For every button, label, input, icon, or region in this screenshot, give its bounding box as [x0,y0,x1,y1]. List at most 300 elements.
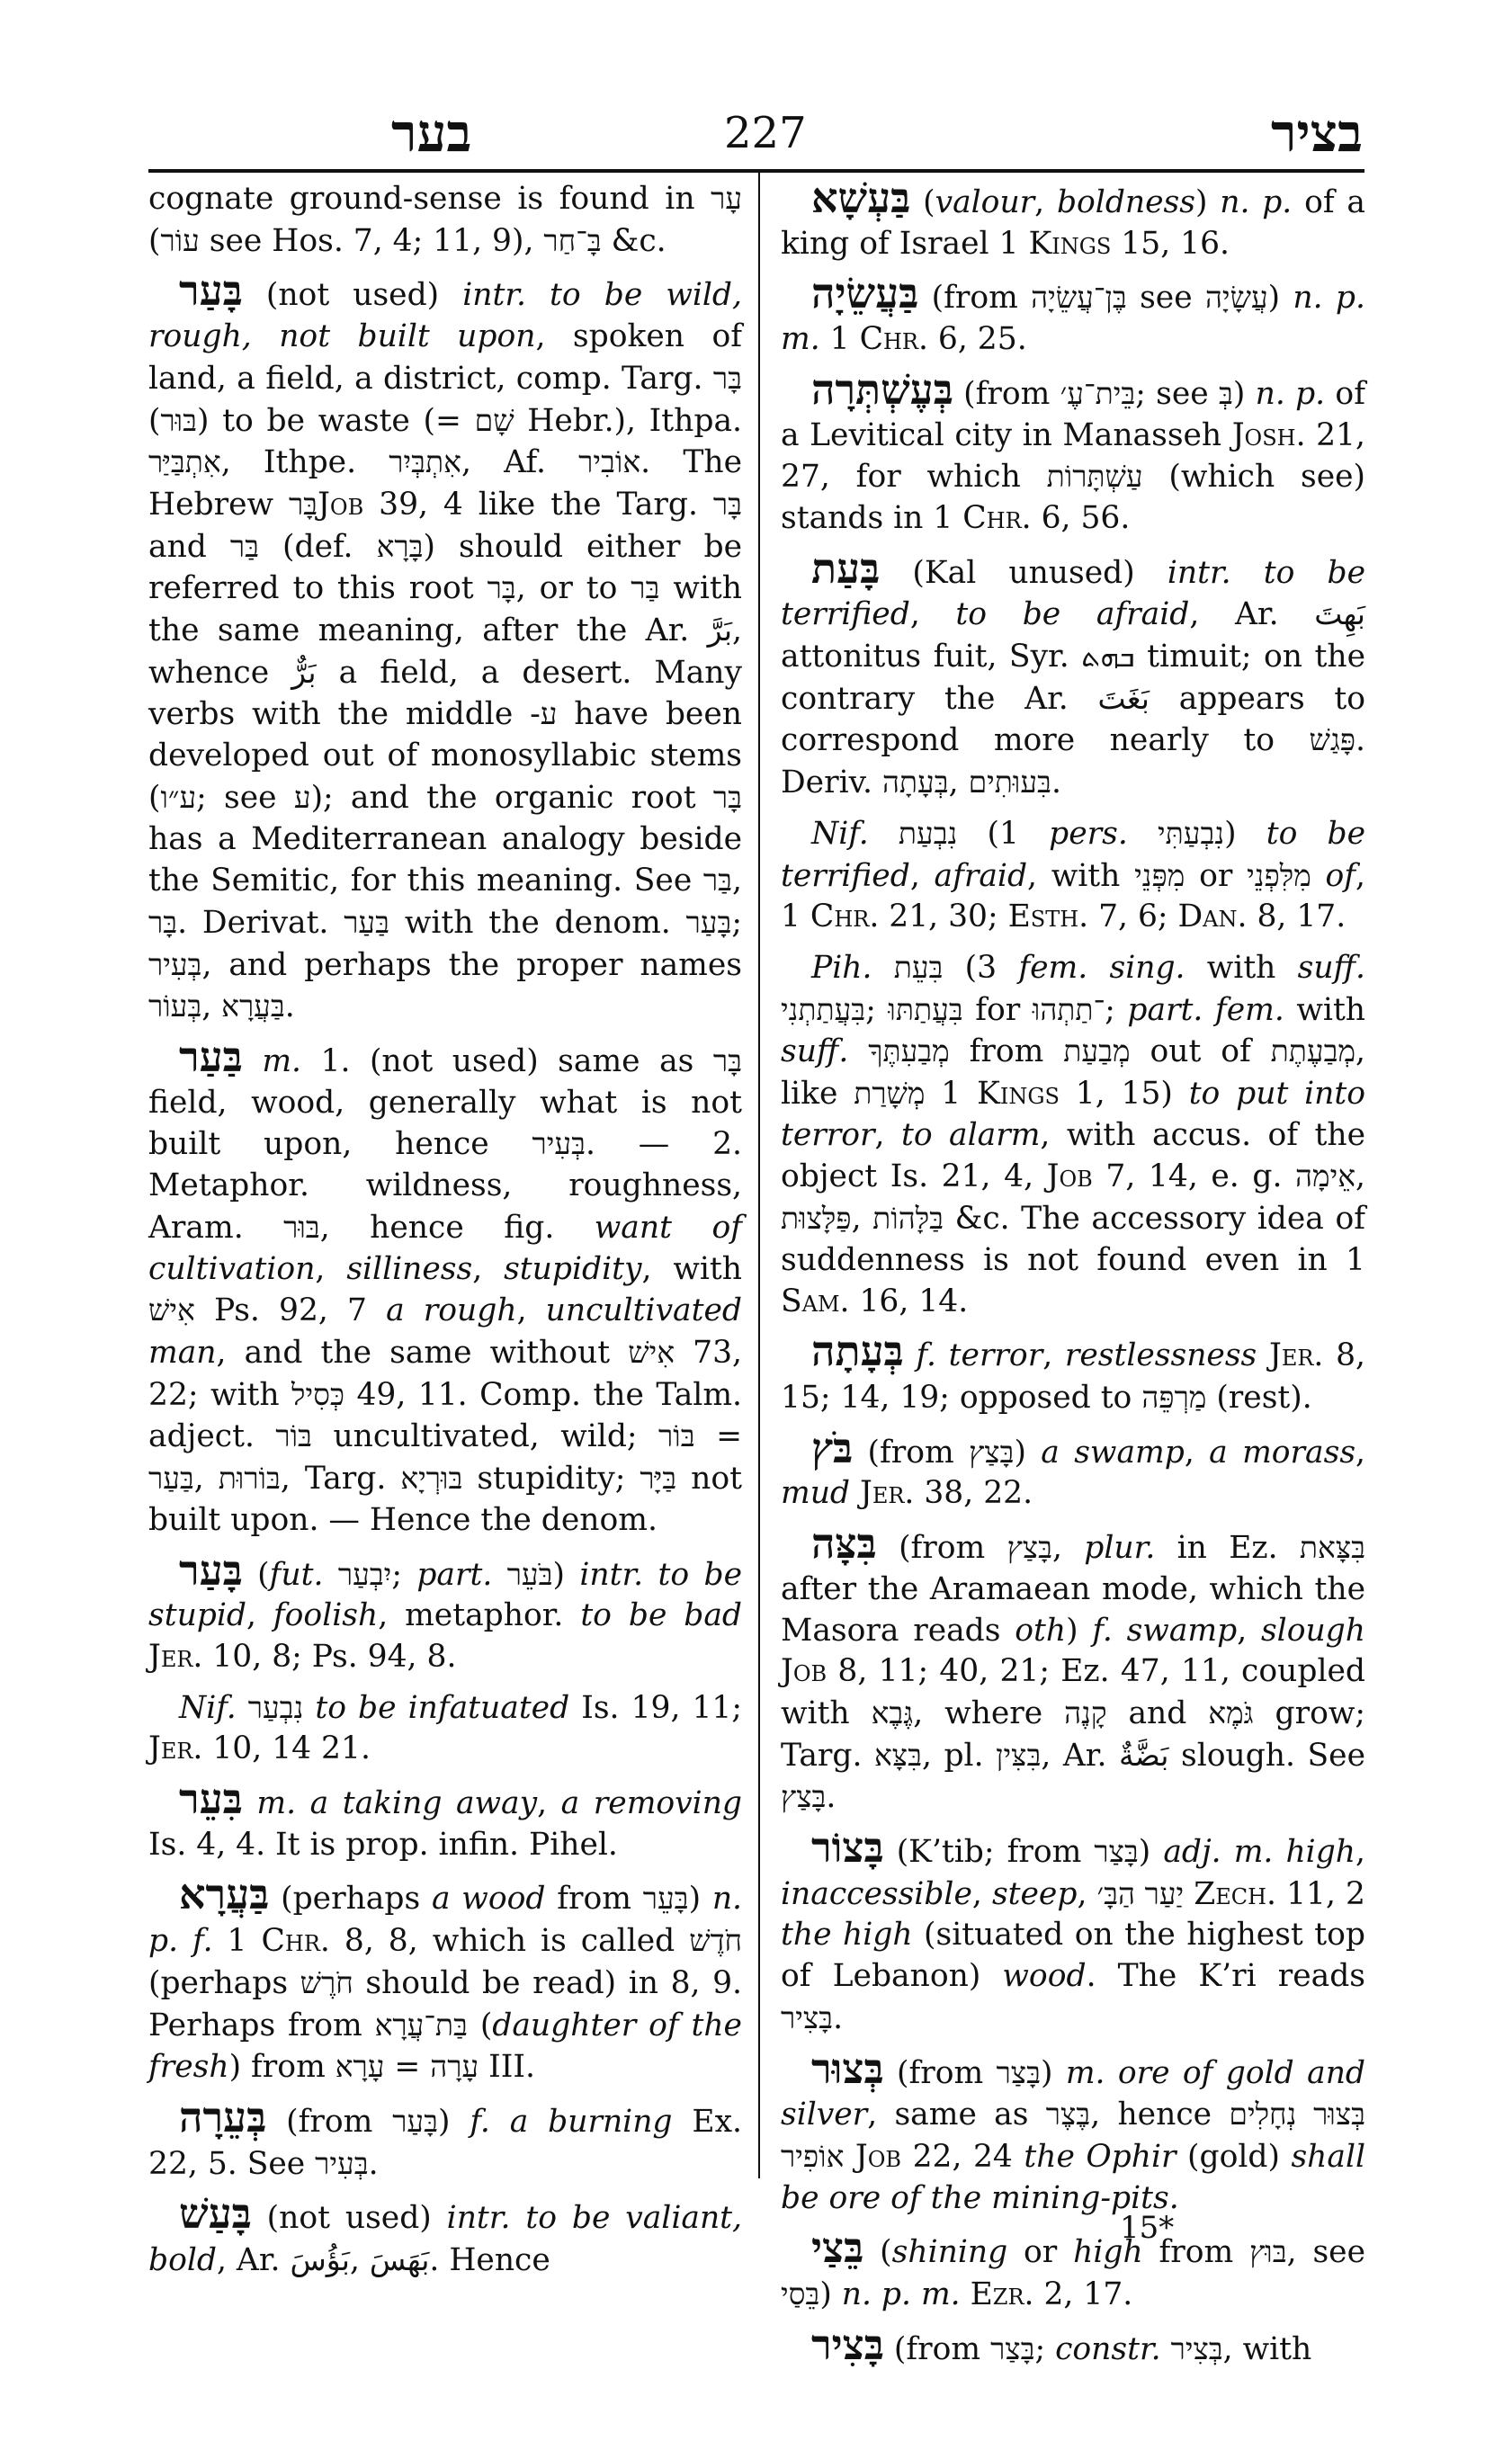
hebrew-text: מִפְּנֵי [1134,857,1185,893]
hebrew-text: בּוּר [160,402,198,438]
italic-text: n. p. [1255,375,1326,412]
book-reference: Jer. [1268,1337,1324,1374]
hebrew-text: בַּיָּר [640,1461,677,1497]
dictionary-entry [781,1519,1366,1819]
italic-text: f. terror [916,1337,1043,1374]
hebrew-text: ־תַתְהוּ [1032,991,1105,1027]
hebrew-text: נִבְעַת [898,815,958,851]
body-text: ) should either be referred to this root [148,528,743,607]
body-text: , and perhaps the proper names [201,946,742,983]
hebrew-text: אִתְבְּיִר [389,444,461,480]
body-text: . The K’ri reads [1086,1958,1365,1995]
body-text: , [874,1116,901,1153]
hebrew-text: יַעַר הַבָּ׳ [1096,1875,1185,1911]
body-text: , [851,1201,873,1238]
body-text: 6, 25. [927,321,1027,358]
book-reference: Jer. [148,1730,203,1767]
hebrew-text: בָּר [712,486,743,522]
body-text: ( [910,184,935,220]
body-text: 21, 30; [879,899,1008,935]
body-text: , [1355,1834,1365,1871]
entry-headword: בָּעַר [179,1545,243,1595]
body-text: (rest). [1206,1379,1312,1416]
dictionary-entry [148,1870,742,2088]
hebrew-text: בָּר [487,570,516,606]
body-text: , hence [1090,2097,1230,2133]
body-text: and [1106,1694,1209,1731]
body-text [243,1785,257,1821]
body-text: , [1355,1158,1365,1195]
italic-text: a removing [560,1785,743,1822]
body-text: or [1185,857,1248,894]
hebrew-text: עָר [711,181,742,216]
body-text: ) [1267,280,1293,317]
hebrew-text: בּוֹרוּת [218,1461,281,1497]
body-text: Is. 19, 11; [569,1689,742,1726]
dictionary-entry [781,543,1366,804]
body-text: , or to [515,570,631,607]
dictionary-entry [781,2223,1365,2315]
dictionary-entry [781,1327,1366,1418]
dictionary-entry [781,947,1365,1322]
body-text: ; see [1135,375,1219,412]
body-text: 15, 16. [1111,225,1230,262]
hebrew-text: בִּצִּין [996,1737,1042,1773]
left-running-headword: בער [391,103,472,164]
body-text: , [1355,1434,1365,1471]
body-text: &c. The accessory idea of suddenness is not found even in 1 [781,1201,1365,1278]
body-text: of a king of Israel 1 [781,184,1365,262]
body-text: ) [438,2103,470,2140]
arabic-text: بَغَتَ [1097,680,1150,716]
hebrew-text: מְשָׁרַת [854,1076,926,1112]
entry-headword: בַּעְשָׁא [811,174,911,222]
hebrew-text: בִּעֲתַתּוּ [888,991,963,1027]
hebrew-text: אִישׁ [628,1334,675,1370]
body-text: field, wood, generally what is not built upon, hence [148,1084,742,1163]
body-text [303,1690,315,1726]
body-text: 16, 14. [849,1283,969,1319]
italic-text: steep [991,1875,1078,1912]
italic-text: oth [1015,1612,1067,1649]
page-number: 227 [724,108,807,158]
arabic-text: ܒܗܬ [1081,639,1135,675]
italic-text: m. [262,1043,301,1080]
italic-text: the high [781,1917,913,1954]
body-text: 2, 17. [1033,2276,1133,2313]
hebrew-text: בֵּסַי [781,2276,820,2312]
arabic-text: بَرٌّ [291,654,317,690]
book-reference: Ezr. [970,2276,1034,2313]
dictionary-entry [148,178,742,262]
hebrew-text: בַּר [229,528,260,564]
italic-text: a wood [431,1881,546,1918]
body-text: (gold) [1176,2138,1292,2175]
italic-text: valour [935,184,1035,220]
hebrew-text: גֹּמֶא [1208,1694,1254,1730]
body-text: , [315,1250,347,1287]
body-text: . Deriv. [781,722,1365,801]
body-text: for [962,991,1033,1028]
body-text: ( [242,1556,270,1593]
body-text: Ex. 22, 5. See [148,2103,742,2182]
italic-text: to be afraid [955,596,1190,633]
book-reference: Zech. [1194,1875,1277,1912]
body-text: 8, 17. [1247,899,1346,935]
body-text: Hebr.), Ithpa. [514,402,742,439]
italic-text: want of cultivation [148,1209,742,1287]
hebrew-text: אוֹבִיר [578,444,641,480]
body-text: (def. [259,528,377,565]
dictionary-entry [148,1687,742,1770]
body-text: a field, a desert. Many verbs with the middle - [148,654,742,733]
hebrew-text: אֵימָה [1295,1158,1356,1194]
hebrew-text: בַּעַר [148,1461,194,1497]
hebrew-text: בָּצַר [1094,1834,1139,1870]
body-text: . Hence [429,2242,550,2279]
dictionary-entry [148,2189,742,2281]
body-text: ) [1194,184,1221,220]
body-text: Is. 4, 4. It is prop. infin. Pihel. [148,1826,618,1863]
body-text: in Ez. [1155,1530,1300,1567]
italic-text: to be terrified [781,815,1366,894]
hebrew-text: פָּגַשׁ [1309,722,1356,758]
dictionary-entry [781,174,1365,264]
hebrew-text: בָּר [148,904,178,940]
italic-text: a morass [1209,1434,1356,1471]
hebrew-text: בָּעֵר [642,1881,689,1917]
hebrew-text: גֶּבֶא [871,1694,914,1730]
body-text: 1 [819,321,860,358]
body-text: , [193,1461,219,1498]
italic-text: uncultivated man [148,1292,742,1371]
body-text: ; [391,1556,417,1593]
body-text [1161,2331,1171,2367]
italic-text: intr. to be stupid [148,1556,743,1634]
entry-headword: בָּצִיר [811,2320,884,2369]
body-text: see [1126,280,1205,317]
body-text: , whence [148,612,742,691]
body-text: (1 [957,815,1050,852]
italic-text: to put into terror [781,1076,1366,1153]
book-reference: Chr. [859,321,928,358]
body-text [869,816,899,852]
body-text [237,1690,248,1726]
italic-text: a swamp [1041,1434,1185,1471]
italic-text: restlessness [1064,1337,1257,1374]
body-text: , [909,857,935,894]
body-text: ; [731,904,742,941]
body-text: . [368,2145,379,2182]
body-text: ) [1014,1434,1042,1471]
italic-text: n. p. f. [148,1881,742,1960]
body-text: out of [1130,1033,1271,1070]
italic-text: slough [1260,1612,1365,1649]
hebrew-text: עָרָא [335,2049,385,2085]
italic-text: suff. [781,1033,849,1070]
italic-text: n. p. m. [841,2276,961,2313]
body-text: , where [913,1694,1065,1731]
hebrew-text: אִישׁ [148,1292,195,1328]
body-text: (not used) [242,277,463,314]
hebrew-text: בָּצַץ [969,1434,1015,1470]
book-reference: Chr. [261,1923,330,1960]
book-reference: Chr. [810,899,880,935]
book-reference: Esth. [1007,899,1089,935]
italic-text: intr. to be valiant, bold [148,2200,742,2279]
entry-headword: בֵּצַי [811,2223,864,2273]
hebrew-text: בַּלָּהוֹת [872,1201,944,1237]
body-text: 7, 6; [1088,899,1178,935]
body-text: ) [1040,2054,1066,2091]
dictionary-entry [781,813,1365,938]
body-text: appears to correspond more nearly to [781,680,1366,759]
body-text: , spoken of land, a field, a district, comp. Targ. [148,318,742,397]
body-text: (perhaps [148,1964,300,2001]
hebrew-text: בָּצַר [996,2054,1041,2090]
entry-headword: בְּצוּר [811,2043,884,2093]
entry-headword: בְּעָתָה [811,1327,904,1376]
body-text: 22, 24 [901,2138,1024,2175]
body-text: 7, 14, e. g. [1092,1158,1296,1195]
body-text [848,1033,868,1069]
hebrew-text: בָּר [712,360,742,396]
hebrew-text: בִּעוּתִים [968,765,1051,800]
body-text: , [948,765,969,801]
hebrew-text: בּוּץ [1249,2234,1287,2270]
hebrew-text: ע [293,779,311,815]
body-text [1257,1337,1269,1373]
hebrew-text: נִבְעַתִּי [1157,815,1225,851]
body-text: , [732,863,742,899]
hebrew-text: בָּעַר [685,904,732,940]
dictionary-entry [781,2043,1366,2220]
hebrew-text: בְּצִיר [1170,2330,1223,2366]
hebrew-text: בַּת־עֲרָא [374,2007,468,2043]
body-text: . The Hebrew [148,444,742,523]
italic-text: high [1073,2234,1143,2271]
italic-text: to be infatuated [315,1689,570,1726]
body-text: , pl. [921,1737,997,1774]
italic-text: fem. sing. [1018,949,1185,986]
body-text: 73, 22; with [148,1334,742,1413]
body-text: timuit; on the contrary the Ar. [781,639,1365,717]
body-text: (from [853,1434,970,1471]
hebrew-text: בְּעָתָה [881,765,949,800]
body-text: , 1 [781,857,1366,935]
hebrew-text: עֲשָׂיָה [1204,280,1268,316]
body-text: of a Levitical city in Manasseh [781,375,1365,453]
arabic-text: بَهَسَ [369,2242,430,2278]
hebrew-text: בְּעוֹר [148,988,202,1024]
entry-headword: בָּעַשׁ [179,2189,252,2239]
italic-text: part. fem. [1127,991,1284,1028]
body-text: , hence fig. [319,1209,595,1246]
hebrew-text: בֹּעֵר [506,1556,553,1592]
italic-text: suff. [1297,949,1366,986]
dictionary-entry [148,1545,743,1678]
body-text: 21, 27, for which [781,416,1365,496]
body-text: with the same meaning, after the Ar. [148,570,742,649]
arabic-text: بَهِتَ [1314,596,1365,632]
italic-text: Pih. [811,949,872,986]
italic-text: silliness [346,1250,473,1287]
body-text: from [545,1881,643,1918]
italic-text: afraid [934,857,1028,894]
body-text: has a Mediterranean analogy beside the Semitic, for this meaning. See [148,820,742,899]
hebrew-text: בַּר [702,863,733,899]
hebrew-text: מִלִּפְנֵי [1247,857,1311,893]
book-reference: Kings [1028,225,1112,262]
body-text: , same as [867,2097,1046,2133]
body-text: (from [266,2103,393,2140]
book-reference: Job [318,486,364,523]
entry-headword: בַּעַר [179,1033,243,1082]
hebrew-text: בֵּית־עֶ׳ [1060,375,1136,411]
hebrew-text: יִבְעַר [337,1556,392,1592]
arabic-text: بَؤُسَ [290,2242,350,2278]
book-reference: Job [781,1653,828,1690]
entry-headword: בַּעֲשֵׂיָה [811,269,919,318]
italic-text: m. a taking away [256,1785,538,1822]
italic-text: shining [891,2234,1008,2271]
entry-headword: בְּעֶשְׁתְּרָה [811,364,953,414]
body-text: III. [479,2049,535,2086]
body-text: with [1284,991,1366,1028]
hebrew-text: בָּ־חַר [543,222,602,258]
body-text: , Ar. [1189,596,1315,633]
body-text: not built upon. — Hence the denom. [148,1461,742,1538]
body-text: ) [1138,1834,1164,1871]
body-text: 38, 22. [914,1475,1033,1512]
dictionary-entry [781,269,1365,360]
body-text: , Af. [461,444,579,481]
body-text: (K’tib; from [883,1834,1095,1871]
body-text: with the denom. [389,904,686,941]
body-text: ) [1224,815,1266,852]
hebrew-text: בָּעַר [392,2103,439,2139]
book-reference: Jer. [860,1475,915,1512]
body-text: ( [467,2007,493,2043]
body-text [904,1337,917,1373]
italic-text: adj. m. high [1163,1834,1356,1871]
page-header [148,99,1363,171]
body-text: , Ar. [1041,1737,1119,1774]
body-text: , with accus. of the object Is. 21, 4, [781,1116,1365,1195]
italic-text: intr. to be terrified [781,554,1366,633]
italic-text: plur. [1084,1530,1156,1567]
body-text: , [537,1785,561,1822]
hebrew-text: בְּעִיר [148,946,202,982]
italic-text: to be bad [580,1597,743,1634]
body-text: , [349,2242,370,2279]
body-text: , [1077,1875,1097,1912]
body-text: uncultivated, wild; [311,1418,659,1455]
arabic-text: بَرَّ [707,612,733,648]
body-text: = [384,2049,431,2086]
italic-text: of [1325,857,1356,894]
italic-text: daughter of the fresh [148,2007,742,2086]
body-text: ( [148,222,161,259]
hebrew-text: חֹרֶשׁ [300,1964,353,2000]
body-text: , [1184,1434,1210,1471]
body-text: , [1052,1530,1085,1567]
body-text: from [1142,2234,1250,2271]
body-text [844,2139,855,2175]
hebrew-text: פַּלָּצוּת [781,1201,852,1237]
italic-text: intr. to be wild, rough, not built upon [148,277,742,355]
body-text: 1 [925,1076,978,1113]
hebrew-text: בִּעֲתַתְנִי [781,991,866,1027]
hebrew-text: אִתְבַּיַּר [148,444,221,480]
body-text: 11, 2 [1276,1875,1366,1912]
body-text: with [1185,949,1298,986]
hebrew-text: אוֹפִיר [781,2138,845,2174]
body-text: , [909,596,956,633]
hebrew-text: בָּר [712,779,742,815]
italic-text: part. [416,1556,493,1593]
body-text: slough. See [1168,1737,1365,1774]
body-text: Ps. 92, 7 [194,1292,387,1329]
body-text: , [971,1875,992,1912]
body-text: ) to be waste (= [197,402,475,439]
body-text: , like [781,1033,1366,1113]
italic-text: shall be ore of the mining-pits. [781,2138,1366,2216]
hebrew-text: כְּסִיל [291,1376,345,1412]
body-text: ; [865,991,889,1028]
body-text: (from [953,375,1060,412]
italic-text: mud [781,1475,851,1512]
entry-headword: בָּצוֹר [811,1823,884,1873]
book-reference: Dan. [1177,899,1248,935]
body-text: , and the same without [216,1334,629,1371]
hebrew-text: חֹדֶשׁ [689,1923,742,1959]
hebrew-text: בֶּצֶר [1045,2097,1091,2133]
italic-text: the Ophir [1024,2138,1176,2175]
italic-text: m. ore of gold and silver [781,2054,1365,2133]
entry-headword: בָּעַת [811,543,881,593]
body-text: , [1237,1612,1261,1649]
hebrew-text: בִּצָּאת [1299,1530,1366,1566]
italic-text: f. swamp [1092,1612,1238,1649]
signature-mark: 15* [1120,2210,1175,2246]
dictionary-entry [148,266,743,1028]
body-text [850,1475,860,1511]
hebrew-text: בַּעַר [344,904,390,940]
book-reference: Sam. [781,1283,850,1319]
right-running-headword: בציר [1270,103,1363,164]
hebrew-text: בִּעֵת [893,949,944,985]
hebrew-text: בּוּרְיָא [400,1461,463,1497]
body-text: from [949,1033,1064,1070]
hebrew-text: בָּר [712,1043,742,1079]
italic-text: pers. [1049,815,1128,852]
body-text: (3 [943,949,1019,986]
body-text: . — 2. Metaphor. wildness, roughness, Aram. [148,1126,742,1246]
body-text: . [284,988,295,1025]
body-text: 10, 8; Ps. 94, 8. [202,1638,457,1675]
dictionary-entry [148,1775,743,1865]
body-text: 1 [212,1923,262,1960]
body-text: after the Aramaean mode, which the Masora reads [781,1570,1365,1649]
italic-text: foolish [273,1597,379,1634]
hebrew-text: שָׁם [474,402,514,438]
body-text: , [1034,184,1057,220]
body-text: ; [1105,991,1128,1028]
left-column [148,178,742,2291]
body-text [323,1557,337,1593]
dictionary-entry [148,1033,743,1541]
